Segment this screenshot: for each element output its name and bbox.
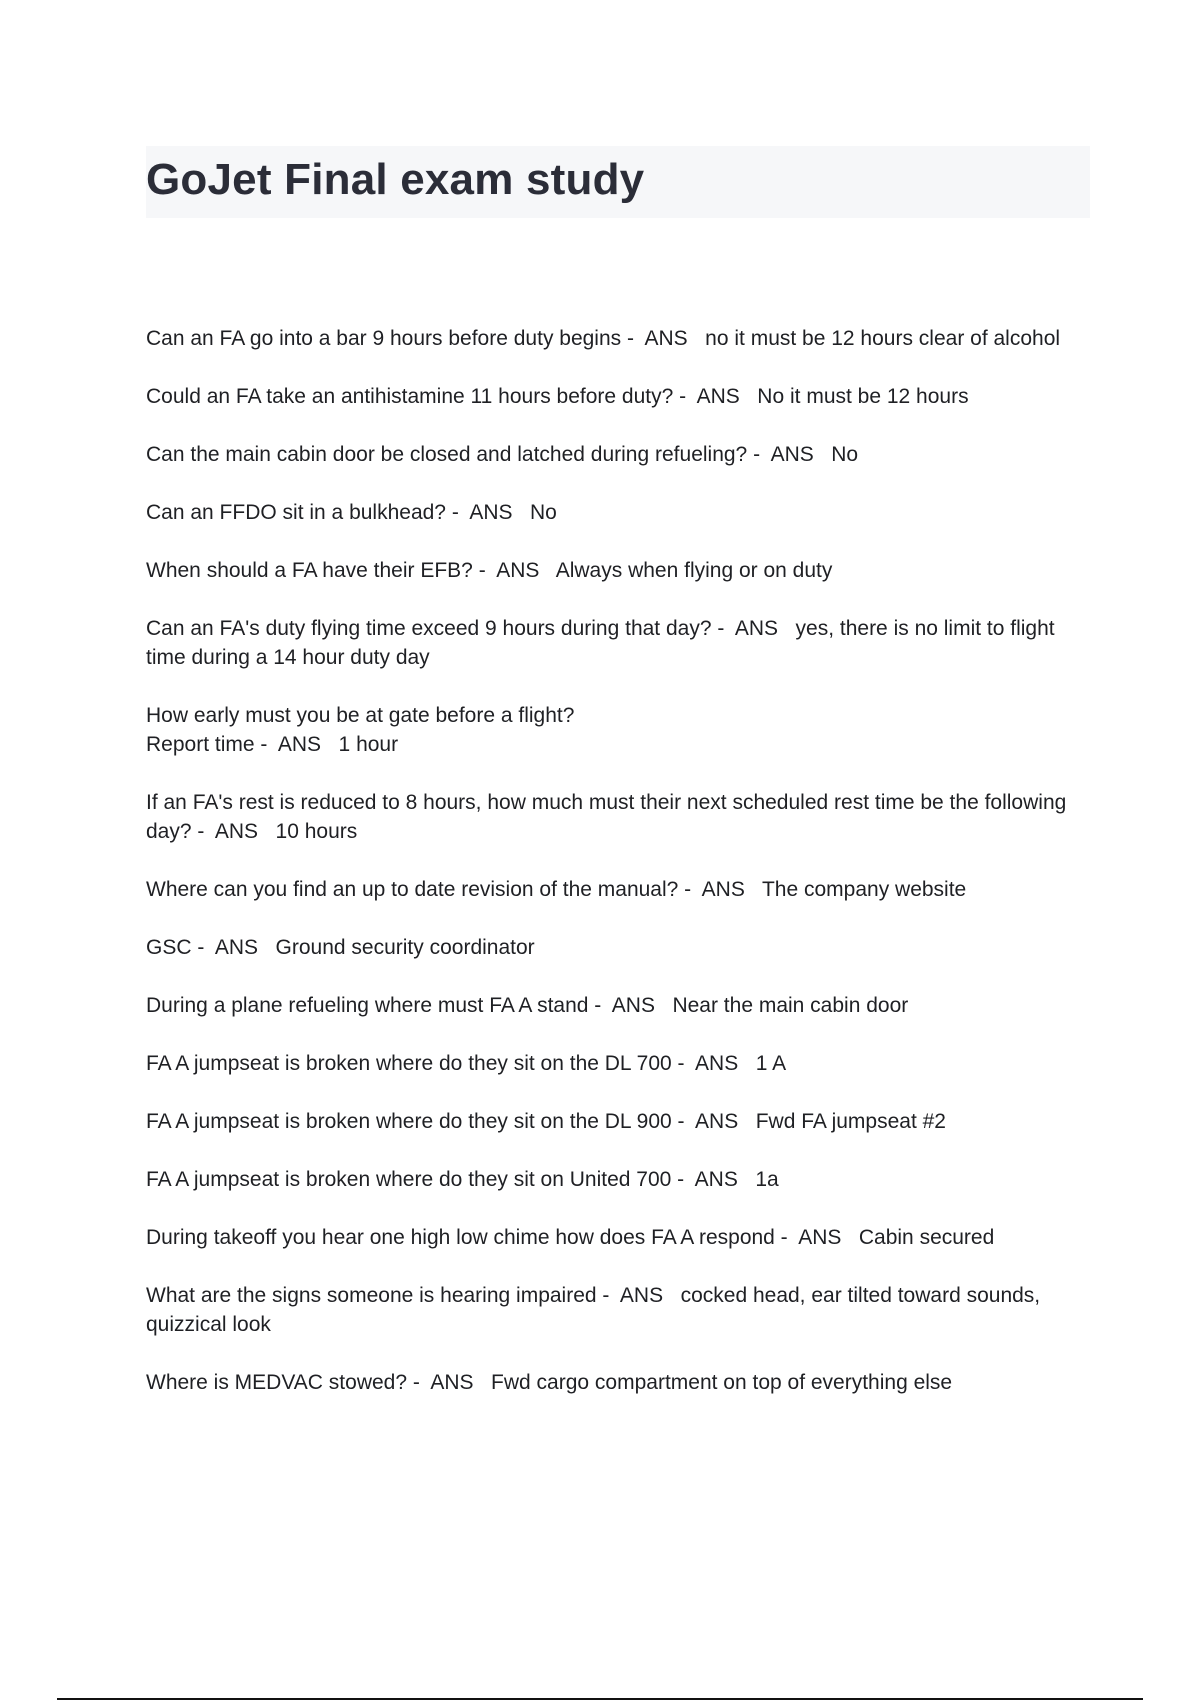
- qa-item: When should a FA have their EFB? - ANS Always when flying or on duty: [146, 559, 833, 582]
- qa-item: Can an FFDO sit in a bulkhead? - ANS No: [146, 501, 557, 524]
- qa-item: How early must you be at gate before a flight? Report time - ANS 1 hour: [146, 704, 575, 756]
- qa-item: GSC - ANS Ground security coordinator: [146, 936, 535, 959]
- qa-item: Can an FA's duty flying time exceed 9 hours during that day? - ANS yes, there is no limit to flight time during a 14 hour duty day: [146, 617, 1061, 669]
- page-title: GoJet Final exam study: [146, 155, 645, 204]
- qa-item: FA A jumpseat is broken where do they sit on the DL 900 - ANS Fwd FA jumpseat #2: [146, 1110, 946, 1133]
- qa-item: FA A jumpseat is broken where do they sit on United 700 - ANS 1a: [146, 1168, 779, 1191]
- title-banner: [146, 146, 1090, 218]
- qa-item: During a plane refueling where must FA A stand - ANS Near the main cabin door: [146, 994, 909, 1017]
- qa-item: During takeoff you hear one high low chime how does FA A respond - ANS Cabin secured: [146, 1226, 995, 1249]
- qa-item: Could an FA take an antihistamine 11 hours before duty? - ANS No it must be 12 hours: [146, 385, 969, 408]
- qa-item: Can an FA go into a bar 9 hours before duty begins - ANS no it must be 12 hours clear of alcohol: [146, 327, 1061, 350]
- qa-item: What are the signs someone is hearing impaired - ANS cocked head, ear tilted toward sounds, quizzical look: [146, 1284, 1046, 1336]
- qa-item: Where can you find an up to date revision of the manual? - ANS The company website: [146, 878, 967, 901]
- qa-item: Can the main cabin door be closed and latched during refueling? - ANS No: [146, 443, 859, 466]
- qa-item: FA A jumpseat is broken where do they sit on the DL 700 - ANS 1 A: [146, 1052, 787, 1075]
- qa-item: If an FA's rest is reduced to 8 hours, how much must their next scheduled rest time be the following day? - ANS 10 hours: [146, 791, 1073, 843]
- qa-item: Where is MEDVAC stowed? - ANS Fwd cargo compartment on top of everything else: [146, 1371, 953, 1394]
- qa-list: [146, 303, 1076, 1426]
